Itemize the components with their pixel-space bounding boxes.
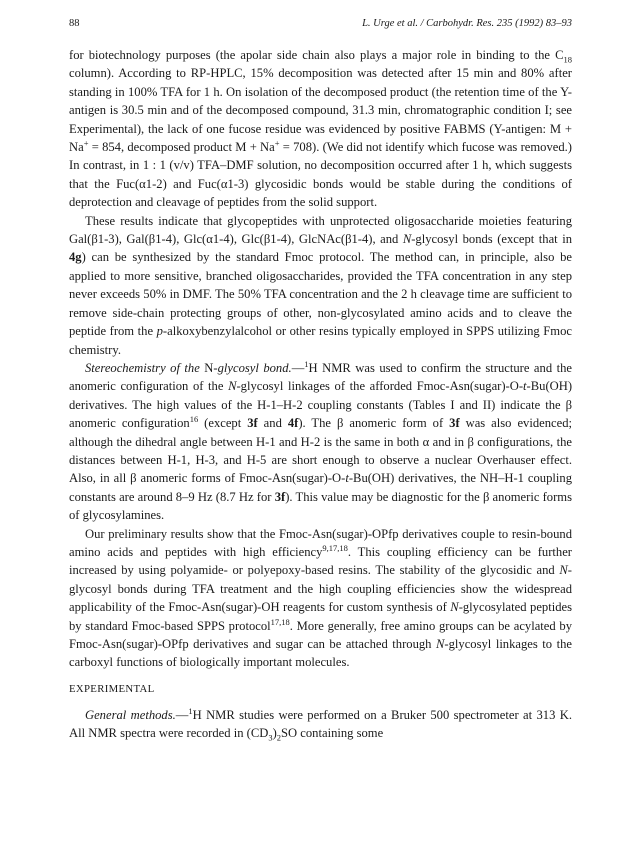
running-head: [69, 18, 572, 34]
paragraph-5-general-methods: General methods.—$^1$H NMR studies were performed on a Bruker 500 spectrometer at 313 K. All NMR spectra were recorded in $(CD_3)_2SO$ containing some: [69, 705, 572, 743]
journal-reference: L. Urge et al. / Carbohydr. Res. 235 (1992) 83–93: [362, 18, 572, 29]
paragraph-3-stereochemistry: Stereochemistry of the N-glycosyl bond.—$^1$H NMR was used to confirm the structure and the anomeric configuration of the N-glycosyl linkages of the afforded Fmoc-Asn(sugar)-O-t-Bu(OH) derivatives. The high values of the H-1–H-2 coupling constants (Tables I and II) indicate the β anomeric configuration$^{16}$ (except 3f and 4f). The β anomeric form of 3f was also evidenced; although the dihedral angle between H-1 and H-2 is the same in both α and in β configurations, the distances between H-1, H-3, and H-5 are short enough to observe a nuclear Overhauser effect. Also, in all β anomeric forms of Fmoc-Asn(sugar)-O-t-Bu(OH) derivatives, the NH–H-1 coupling constants are around 8–9 Hz (8.7 Hz for 3f). This value may be diagnostic for the β anomeric forms of glycosylamines.: [69, 358, 573, 523]
run-in-heading: General methods.: [85, 707, 176, 722]
body-text: [69, 46, 572, 743]
section-heading-experimental: EXPERIMENTAL: [69, 682, 155, 695]
run-in-heading: Stereochemistry of the: [85, 360, 205, 375]
page-number: 88: [69, 18, 80, 29]
paragraph-1: for biotechnology purposes (the apolar side chain also plays a major role in binding to the $C_{18}$ column). According to RP-HPLC, 15% decomposition was detected after 15 min and 80% after standing in 100% TFA for 1 h. On isolation of the decomposed product (the retention time of the Y-antigen is 30.5 min and of the decomposed compound, 31.3 min, chromatographic condition I; see Experimental), the lack of one fucose residue was evidenced by positive FABMS (Y-antigen: M + Na+ = 854, decomposed product M + Na+ = 708). (We did not identify which fucose was removed.) In contrast, in 1 : 1 (v/v) TFA–DMF solution, no decomposition occurred after 1 h, which suggests that the Fuc(α1-2) and Fuc(α1-3) glycosidic bonds would be stable during the conditions of deprotection and cleavage of peptides from the solid support.: [69, 48, 572, 210]
paragraph-2: These results indicate that glycopeptides with unprotected oligosaccharide moieties featuring Gal(β1-3), Gal(β1-4), Glc(α1-4), Glc(β1-4), GlcNAc(β1-4), and N-glycosyl bonds (except that in 4g) can be synthesized by the standard Fmoc protocol. The method can, in principle, also be applied to more sensitive, branched oligosaccharides, provided the TFA concentration in any step never exceeds 50% in DMF. The 50% TFA concentration and the 2 h cleavage time are sufficient to remove side-chain protecting groups of other, non-glycosylated amino acids and to cleave the peptide from the p-alkoxybenzylalcohol or other resins typically employed in SPPS utilizing Fmoc chemistry.: [69, 213, 572, 357]
paragraph-4: Our preliminary results show that the Fmoc-Asn(sugar)-OPfp derivatives couple to resin-bound amino acids and peptides with high efficiency$^{9,17,18}$. This coupling efficiency can be further increased by using polyamide- or polyepoxy-based resins. The stability of the glycosidic and N-glycosyl bonds during TFA treatment and the high coupling efficiencies show the widespread applicability of the Fmoc-Asn(sugar)-OH reagents for custom synthesis of N-glycosylated peptides by standard Fmoc-based SPPS protocol$^{17,18}$. More generally, free amino groups can be acylated by Fmoc-Asn(sugar)-OPfp derivatives and sugar can be attached through N-glycosyl linkages to the carboxyl functions of biologically important molecules.: [69, 526, 573, 670]
